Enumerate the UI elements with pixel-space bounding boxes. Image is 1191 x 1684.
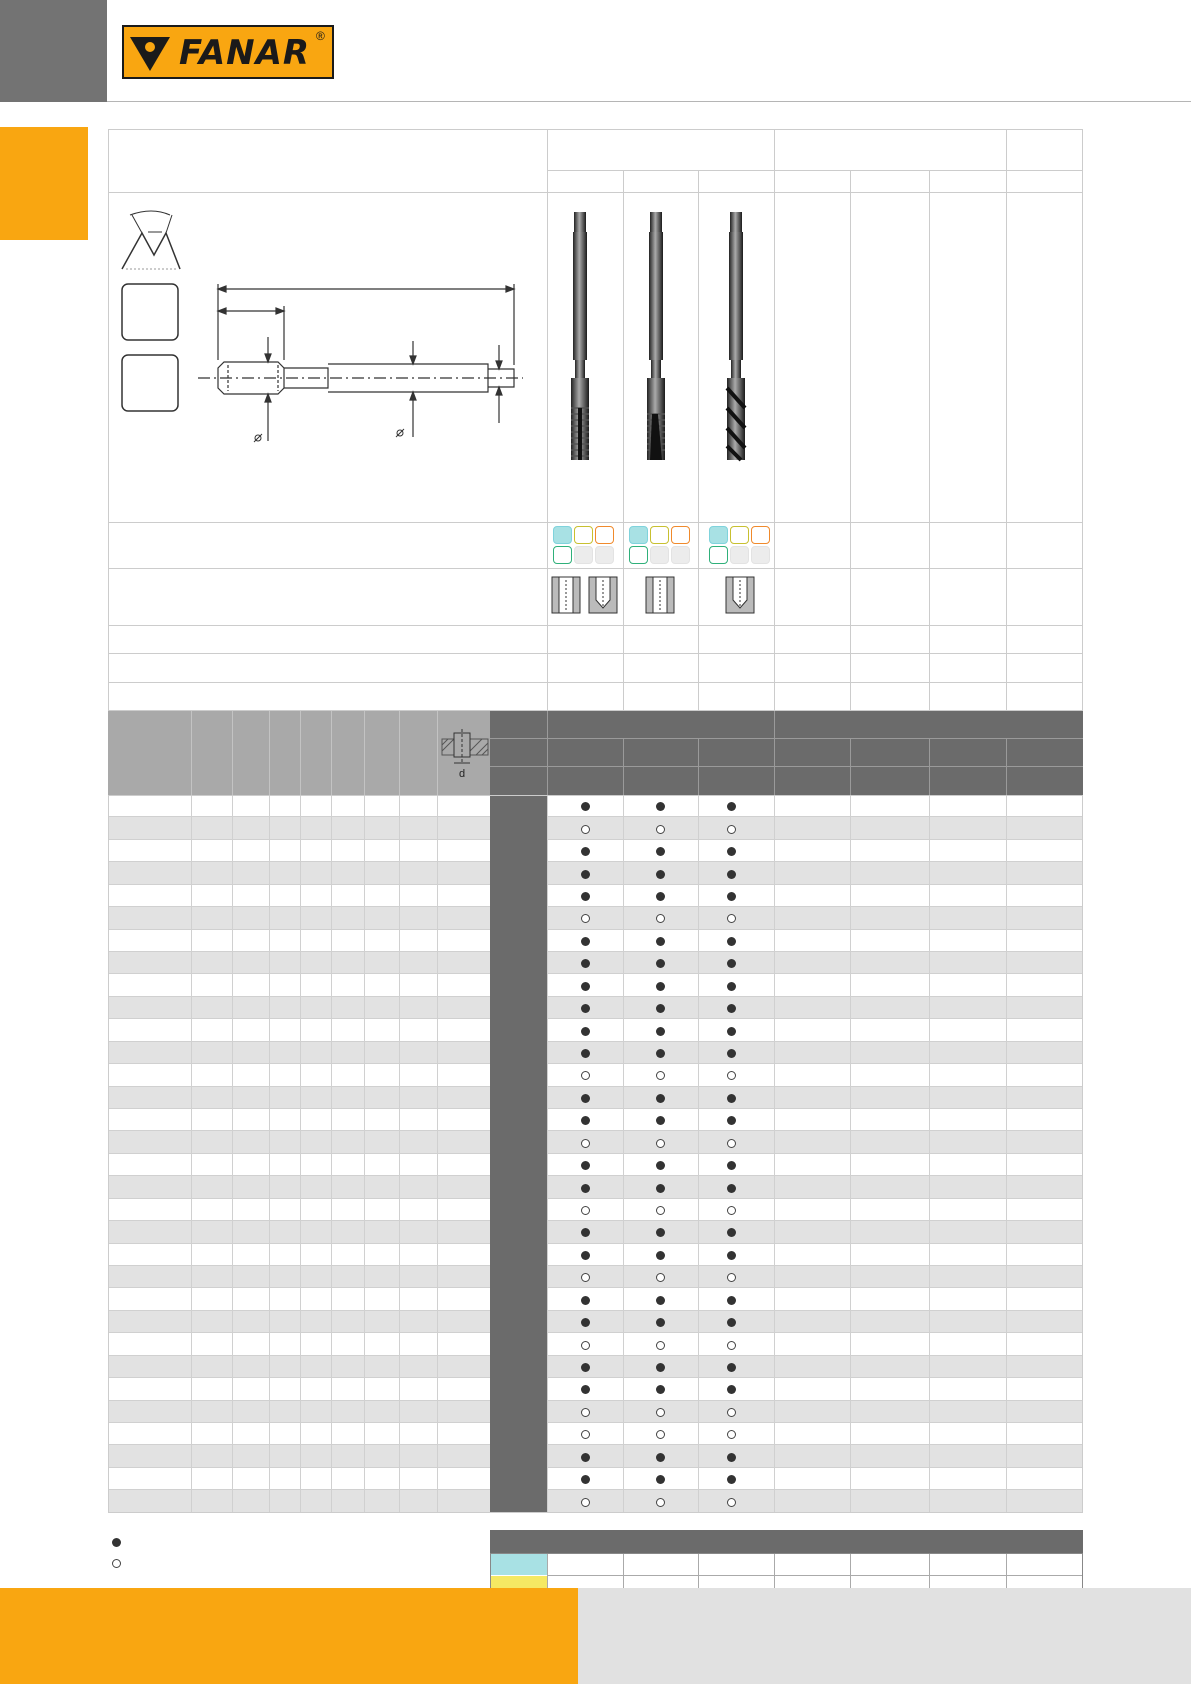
header-gray-block xyxy=(0,0,107,102)
logo-text: FANAR xyxy=(179,33,311,73)
tap-dimension-drawing xyxy=(118,205,538,455)
fanar-v-icon xyxy=(126,27,174,77)
svg-text:d: d xyxy=(458,768,466,780)
tap-outline-drawing xyxy=(198,284,523,441)
spec-box-2 xyxy=(122,355,178,411)
footer-orange-band xyxy=(0,1588,578,1684)
through-hole-icon xyxy=(646,577,674,613)
tool-1-image xyxy=(560,208,600,498)
table-outline xyxy=(108,795,1083,1513)
hole-type-icons-tool-1 xyxy=(551,576,621,614)
blind-hole-icon xyxy=(726,577,754,613)
through-hole-icon xyxy=(552,577,580,613)
diameter-symbol-icon xyxy=(254,429,404,442)
tool-3-image xyxy=(716,208,756,498)
application-table-header xyxy=(490,711,1083,795)
spec-box-1 xyxy=(122,284,178,340)
drill-hole-icon xyxy=(440,729,490,783)
hole-type-icons-tool-3 xyxy=(725,576,757,614)
material-groups-header xyxy=(490,1530,1083,1553)
registered-mark: ® xyxy=(316,29,325,43)
legend-filled-dot xyxy=(112,1538,121,1547)
hole-type-icons-tool-2 xyxy=(645,576,677,614)
size-table-header xyxy=(108,711,490,795)
section-tab xyxy=(0,127,88,240)
legend-open-dot xyxy=(112,1559,121,1568)
tool-2-image xyxy=(636,208,676,498)
fanar-logo xyxy=(122,25,334,79)
thread-profile-icon xyxy=(122,211,180,269)
blind-hole-icon xyxy=(589,577,617,613)
header-divider xyxy=(107,101,1191,102)
footer-gray-band xyxy=(578,1588,1191,1684)
